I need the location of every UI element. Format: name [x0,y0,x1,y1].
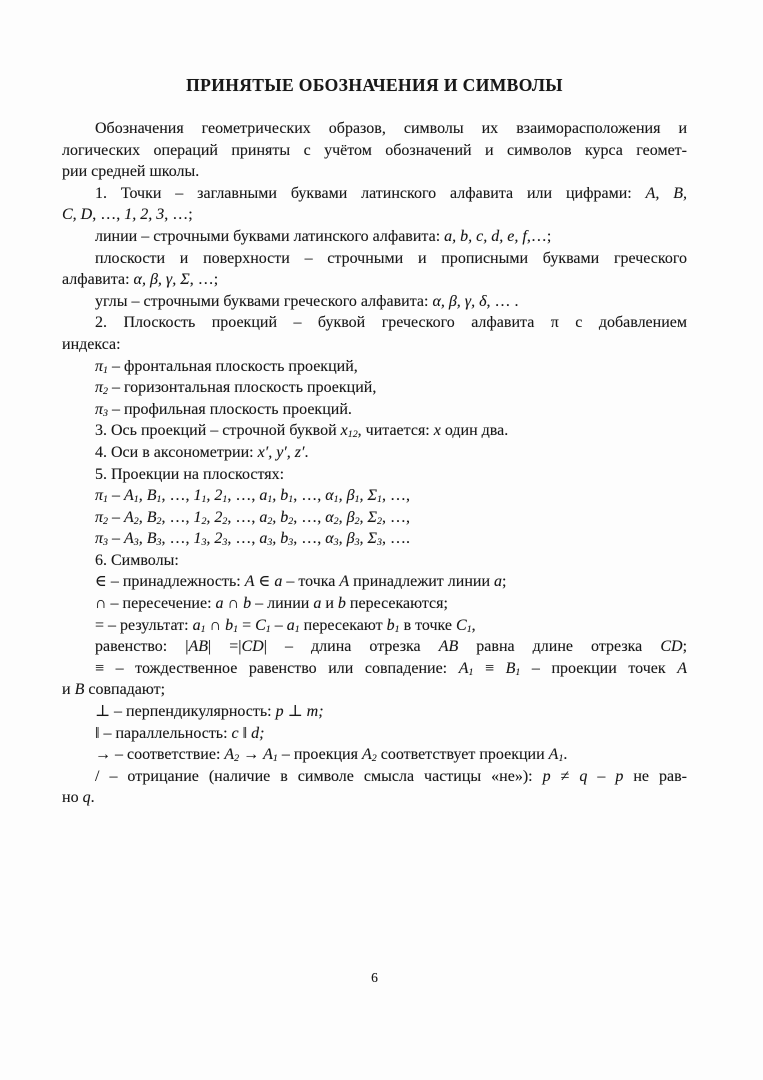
text-line-1: Обозначения геометрических образов, символы их взаиморасположения и [95,120,687,137]
text-line-23: ∩ – пересечение: a ∩ b – линии a и b пересекаются; [95,595,448,613]
text-line-28: ⊥ – перпендикулярность: p ⊥ m; [95,703,324,721]
text-line-32: но q. [62,789,95,807]
text-line-21: 6. Символы: [95,551,179,569]
text-line-30: → – соответствие: $A_2 \to A_1$ – проекция $A_2$ соответствует проекции $A_1$. [95,746,568,765]
text-line-29: ‖ – параллельность: c ‖ d; [95,724,265,742]
text-line-9: углы – строчными буквами греческого алфавита: α, β, γ, δ, … . [95,292,519,310]
text-line-11: индекса: [62,335,121,353]
text-line-31: / – отрицание (наличие в символе смысла частицы «не»): p ≠ q – p не рав- [95,767,688,785]
text-line-20: $\pi_3 - A_3$, $B_3$, …, $1_3$, $2_3$, …, $a_3$, $b_3$, …, $\alpha_3$, $\beta_3$, $\Sigma_3$, …. [95,530,410,549]
text-line-27: и B совпадают; [62,681,166,699]
text-line-8: алфавита: α, β, γ, Σ, …; [62,271,219,289]
text-block [62,118,687,809]
text-line-25: равенство: |AB| =|CD| – длина отрезка AB равна длине отрезка CD; [95,638,688,656]
text-line-13: $\pi_2$ – горизонтальная плоскость проекций, [95,379,377,398]
text-line-26: ≡ – тождественное равенство или совпадение: $A_1 \equiv B_1$ – проекции точек A [95,659,688,679]
text-line-10: 2. Плоскость проекций – буквой греческого алфавита π с добавлением [95,314,687,332]
text-line-18: $\pi_1 - A_1$, $B_1$, …, $1_1$, $2_1$, …, $a_1$, $b_1$, …, $\alpha_1$, $\beta_1$, $\Sigma_1$, …, [95,487,410,506]
text-line-14: $\pi_3$ – профильная плоскость проекций. [95,400,352,419]
text-line-15: 3. Ось проекций – строчной буквой $x_{12}$, читается: x один два. [95,422,509,441]
text-line-22: ∈ – принадлежность: A ∈ a – точка A принадлежит линии a; [95,573,507,591]
text-line-5: C, D, …, 1, 2, 3, …; [62,206,193,224]
text-line-6: линии – строчными буквами латинского алфавита: a, b, c, d, e, f,…; [95,227,552,245]
text-line-12: $\pi_1$ – фронтальная плоскость проекций, [95,357,358,376]
page-number: 6 [371,970,378,985]
page-title: ПРИНЯТЫЕ ОБОЗНАЧЕНИЯ И СИМВОЛЫ [186,75,563,95]
text-line-16: 4. Оси в аксонометрии: x′, y′, z′. [95,443,309,461]
text-line-24: = – результат: $a_1$ ∩ $b_1 = C_1 - a_1$ пересекают $b_1$ в точке $C_1$, [95,616,476,635]
text-line-4: 1. Точки – заглавными буквами латинского алфавита или цифрами: A, B, [95,184,687,202]
text-line-17: 5. Проекции на плоскостях: [95,465,285,483]
text-line-7: плоскости и поверхности – строчными и прописными буквами греческого [95,249,687,267]
text-line-19: $\pi_2 - A_2$, $B_2$, …, $1_2$, $2_2$, …, $a_2$, $b_2$, …, $\alpha_2$, $\beta_2$, $\Sigma_2$, …, [95,508,410,527]
text-line-3: рии средней школы. [62,163,200,181]
text-line-2: логических операций приняты с учётом обозначений и символов курса геомет- [62,141,687,159]
